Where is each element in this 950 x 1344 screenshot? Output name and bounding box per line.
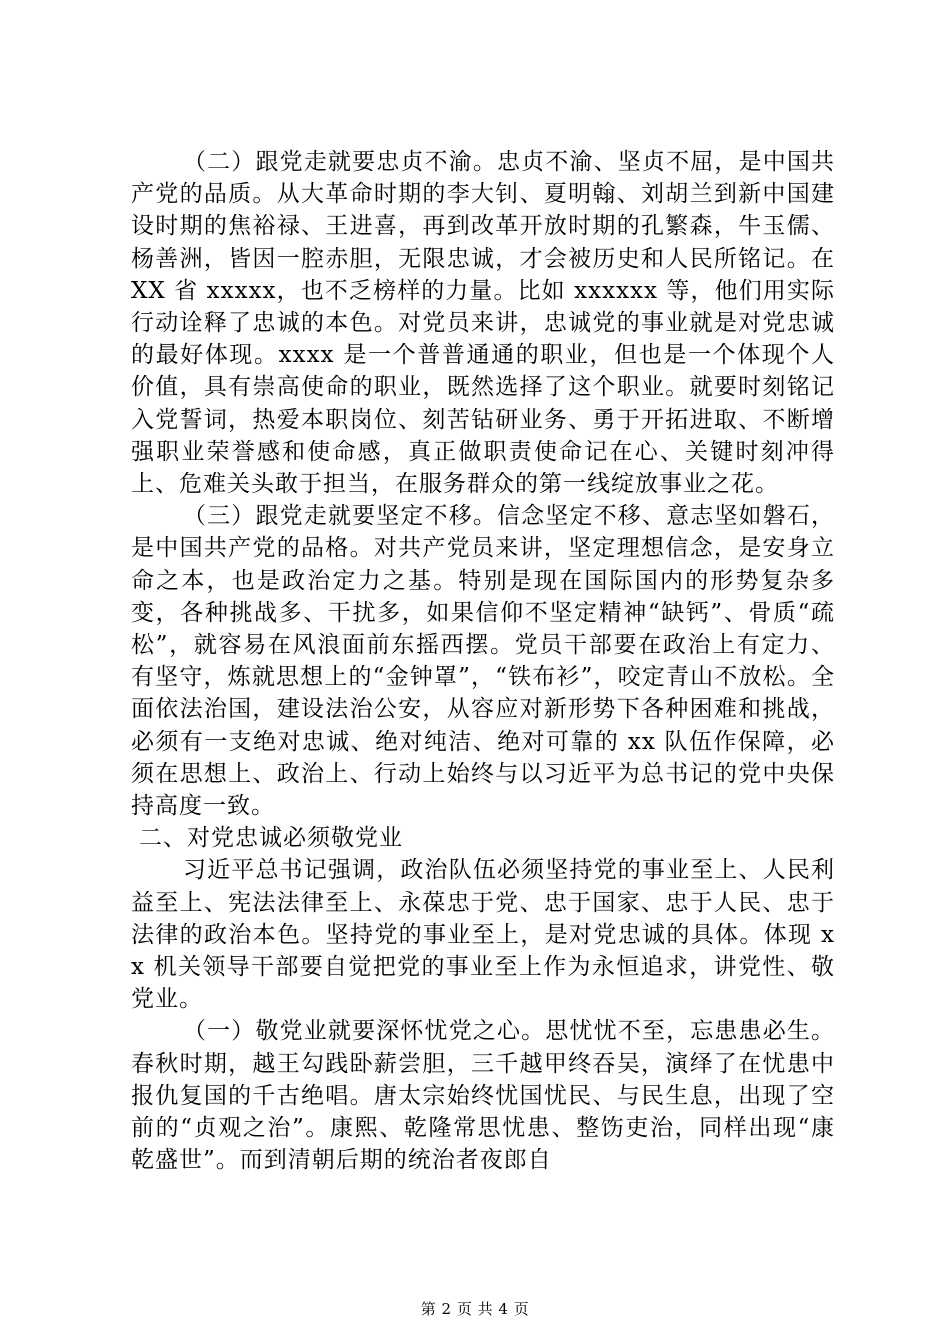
paragraph-xi-quote: 习近平总书记强调，政治队伍必须坚持党的事业至上、人民利益至上、宪法法律至上、永葆忠于党、忠于国家、忠于人民、忠于法律的政治本色。坚持党的事业至上，是对党忠诚的具体。体现 xx 机关领导干部要自觉把党的事业至上作为永恒追求，讲党性、敬党业。 xyxy=(131,857,835,1013)
paragraph-steadfast: （三）跟党走就要坚定不移。信念坚定不移、意志坚如磐石，是中国共产党的品格。对共产党员来讲，坚定理想信念，是安身立命之本，也是政治定力之基。特别是现在国际国内的形势复杂多变，各种挑战多、干扰多，如果信仰不坚定精神“缺钙”、骨质“疏松”，就容易在风浪面前东摇西摆。党员干部要在政治上有定力、有坚守，炼就思想上的“金钟罩”，“铁布衫”，咬定青山不放松。全面依法治国，建设法治公安，从容应对新形势下各种困难和挑战，必须有一支绝对忠诚、绝对纯洁、绝对可靠的 xx 队伍作保障，必须在思想上、政治上、行动上始终与以习近平为总书记的党中央保持高度一致。 xyxy=(131,503,835,820)
section-heading: 二、对党忠诚必须敬党业 xyxy=(139,825,403,852)
paragraph-worry: （一）敬党业就要深怀忧党之心。思忧忧不至，忘患患必生。春秋时期，越王勾践卧薪尝胆，三千越甲终吞吴，演绎了在忧患中报仇复国的千古绝唱。唐太宗始终忧国忧民、与民生息，出现了空前的“贞观之治”。康熙、乾隆常思忧患、整饬吏治，同样出现“康乾盛世”。而到清朝后期的统治者夜郎自 xyxy=(131,1018,835,1174)
page-footer: 第 2 页 共 4 页 xyxy=(420,1300,530,1318)
paragraph-loyalty: （二）跟党走就要忠贞不渝。忠贞不渝、坚贞不屈，是中国共产党的品质。从大革命时期的李大钊、夏明翰、刘胡兰到新中国建设时期的焦裕禄、王进喜，再到改革开放时期的孔繁森，牛玉儒、杨善洲，皆因一腔赤胆，无限忠诚，才会被历史和人民所铭记。在 XX 省 xxxxx，也不乏榜样的力量。比如 xxxxxx 等，他们用实际行动诠释了忠诚的本色。对党员来讲，忠诚党的事业就是对党忠诚的最好体现。xxxx 是一个普普通通的职业，但也是一个体现个人价值，具有崇高使命的职业，既然选择了这个职业。就要时刻铭记入党誓词，热爱本职岗位、刻苦钻研业务、勇于开拓进取、不断增强职业荣誉感和使命感，真正做职责使命记在心、关键时刻冲得上、危难关头敢于担当，在服务群众的第一线绽放事业之花。 xyxy=(131,149,835,498)
body-text xyxy=(131,146,835,1177)
